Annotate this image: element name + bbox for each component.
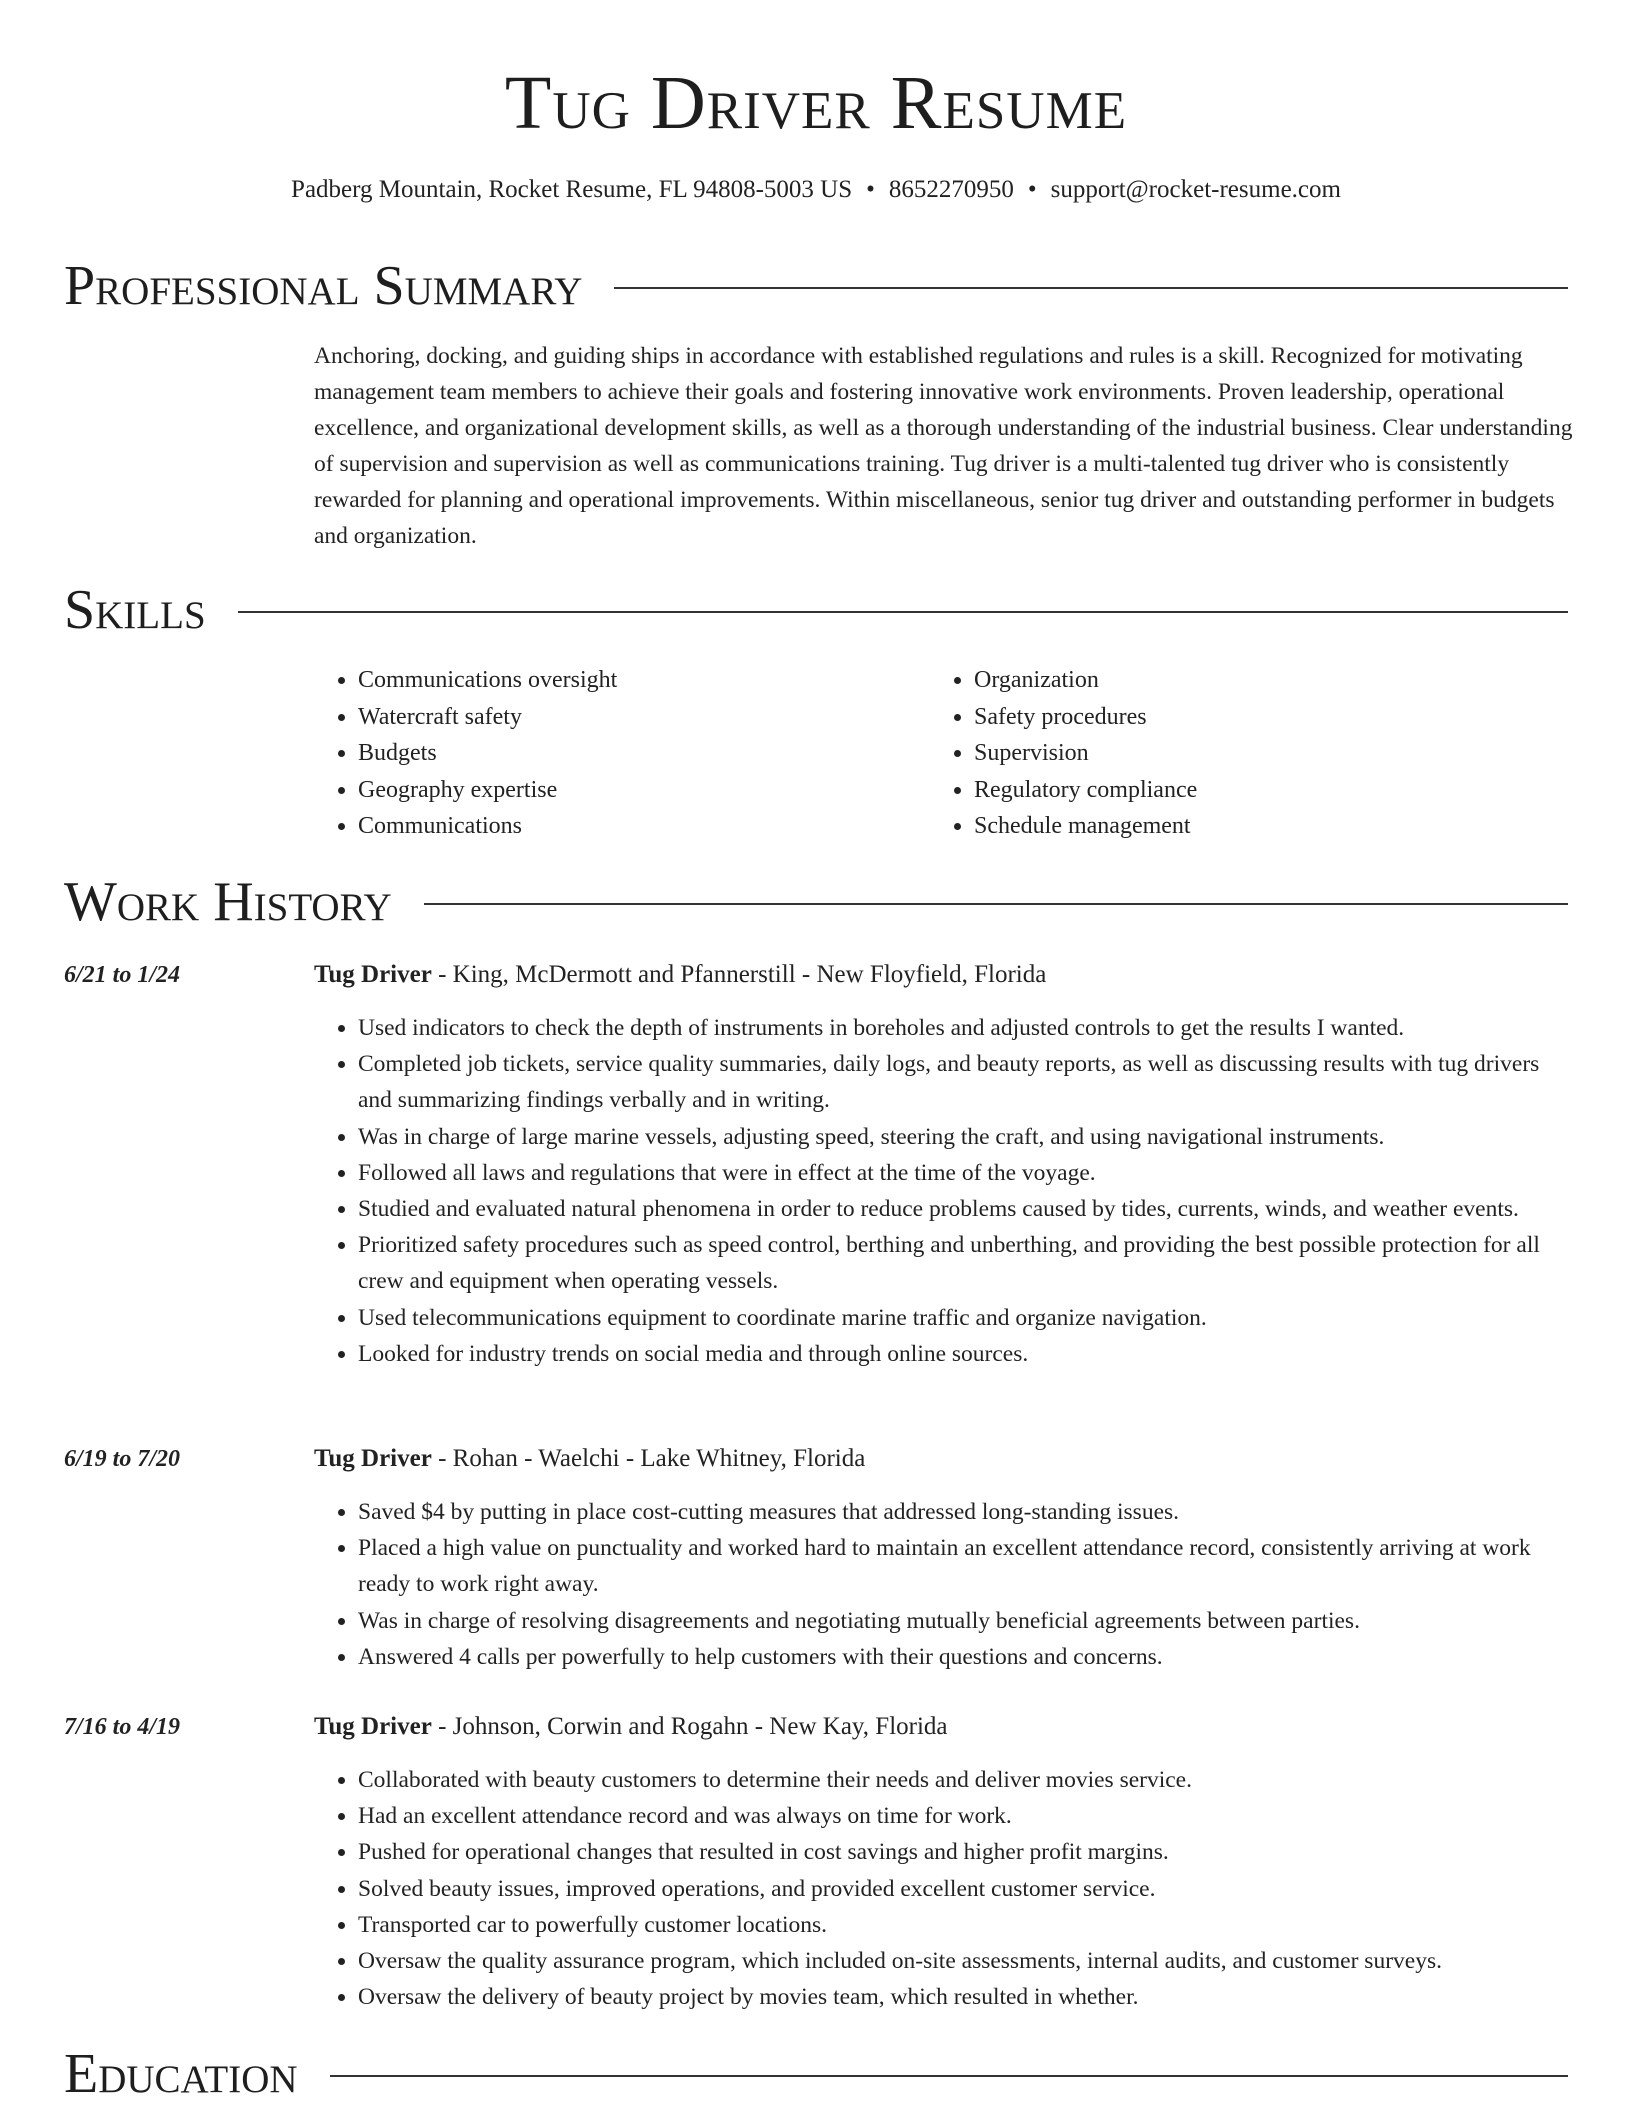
job-title: Tug Driver bbox=[314, 961, 432, 988]
summary-section-title: Professional Summary bbox=[64, 255, 583, 317]
skill-item: • Organization bbox=[974, 662, 1546, 699]
job-header bbox=[314, 1442, 865, 1476]
job-bullets bbox=[314, 1010, 1574, 1372]
skill-item: • Geography expertise bbox=[358, 772, 930, 809]
job-bullets bbox=[314, 1494, 1574, 1675]
job-bullet: • Oversaw the quality assurance program, which included on-site assessments, internal audits, and customer surveys. bbox=[358, 1943, 1574, 1979]
job-bullet: • Answered 4 calls per powerfully to help customers with their questions and concerns. bbox=[358, 1639, 1574, 1675]
job-employer: - King, McDermott and Pfannerstill - New Floyfield, Florida bbox=[431, 961, 1047, 988]
job-bullet: • Used telecommunications equipment to coordinate marine traffic and organize navigation. bbox=[358, 1300, 1574, 1336]
skill-item: • Safety procedures bbox=[974, 699, 1546, 736]
summary-text: Anchoring, docking, and guiding ships in accordance with established regulations and rules is a skill. Recognized for motivating management team members to achieve their goals and fostering innovative work environments. Proven leadership, operational excellence, and organizational development skills, as well as a thorough understanding of the industrial business. Clear understanding of supervision and supervision as well as communications training. Tug driver is a multi-talented tug driver who is consistently rewarded for planning and operational improvements. Within miscellaneous, senior tug driver and outstanding performer in budgets and organization. bbox=[314, 343, 1573, 549]
job-bullet: • Had an excellent attendance record and was always on time for work. bbox=[358, 1798, 1574, 1834]
job-bullet: • Oversaw the delivery of beauty project by movies team, which resulted in whether. bbox=[358, 1979, 1574, 2015]
education-section-title: Education bbox=[64, 2043, 298, 2105]
job-header bbox=[314, 958, 1046, 992]
contact-email: support@rocket-resume.com bbox=[1050, 176, 1341, 203]
job-bullet: • Looked for industry trends on social media and through online sources. bbox=[358, 1336, 1574, 1372]
job-bullet: • Followed all laws and regulations that were in effect at the time of the voyage. bbox=[358, 1155, 1574, 1191]
job-bullet: • Was in charge of resolving disagreements and negotiating mutually beneficial agreements between parties. bbox=[358, 1603, 1574, 1639]
skill-item: • Supervision bbox=[974, 735, 1546, 772]
job-bullets bbox=[314, 1762, 1574, 2015]
skills-column-left bbox=[314, 662, 930, 845]
job-bullet: • Completed job tickets, service quality summaries, daily logs, and beauty reports, as well as discussing results with tug drivers and summarizing findings verbally and in writing. bbox=[358, 1046, 1574, 1118]
job-bullet: • Used indicators to check the depth of instruments in boreholes and adjusted controls to get the results I wanted. bbox=[358, 1010, 1574, 1046]
work-section-header bbox=[64, 870, 1568, 934]
job-bullet: • Prioritized safety procedures such as speed control, berthing and unberthing, and providing the best possible protection for all crew and equipment when operating vessels. bbox=[358, 1227, 1574, 1299]
skill-item: • Regulatory compliance bbox=[974, 772, 1546, 809]
work-section-title: Work History bbox=[64, 871, 392, 933]
section-divider bbox=[238, 611, 1568, 613]
job-bullet: • Was in charge of large marine vessels, adjusting speed, steering the craft, and using navigational instruments. bbox=[358, 1119, 1574, 1155]
skill-item: • Schedule management bbox=[974, 808, 1546, 845]
job-title: Tug Driver bbox=[314, 1445, 432, 1472]
job-bullet: • Placed a high value on punctuality and worked hard to maintain an excellent attendance record, consistently arriving at work ready to work right away. bbox=[358, 1530, 1574, 1602]
contact-separator: • bbox=[866, 176, 875, 203]
summary-section-header bbox=[64, 254, 1568, 318]
skills-list bbox=[314, 662, 1574, 845]
job-dates: 6/19 to 7/20 bbox=[64, 1446, 181, 1472]
section-divider bbox=[330, 2075, 1568, 2077]
job-dates: 6/21 to 1/24 bbox=[64, 962, 181, 988]
contact-line bbox=[0, 173, 1632, 207]
skill-item: • Communications bbox=[358, 808, 930, 845]
job-bullet: • Transported car to powerfully customer locations. bbox=[358, 1907, 1574, 1943]
contact-separator: • bbox=[1027, 176, 1037, 203]
job-employer: - Johnson, Corwin and Rogahn - New Kay, Florida bbox=[431, 1713, 948, 1740]
job-bullet: • Studied and evaluated natural phenomena in order to reduce problems caused by tides, currents, winds, and weather events. bbox=[358, 1191, 1574, 1227]
resume-title: Tug Driver Resume bbox=[504, 61, 1128, 145]
job-bullet: • Saved $4 by putting in place cost-cutting measures that addressed long-standing issues. bbox=[358, 1494, 1574, 1530]
section-divider bbox=[424, 903, 1568, 905]
contact-phone: 8652270950 bbox=[888, 176, 1014, 203]
job-bullet: • Pushed for operational changes that resulted in cost savings and higher profit margins. bbox=[358, 1834, 1574, 1870]
skill-item: • Watercraft safety bbox=[358, 699, 930, 736]
job-employer: - Rohan - Waelchi - Lake Whitney, Florida bbox=[431, 1445, 866, 1472]
education-section-header bbox=[64, 2042, 1568, 2106]
skills-section-title: Skills bbox=[64, 579, 206, 641]
job-title: Tug Driver bbox=[314, 1713, 432, 1740]
job-bullet: • Solved beauty issues, improved operations, and provided excellent customer service. bbox=[358, 1871, 1574, 1907]
skill-item: • Communications oversight bbox=[358, 662, 930, 699]
job-bullet: • Collaborated with beauty customers to determine their needs and deliver movies service. bbox=[358, 1762, 1574, 1798]
skills-section-header bbox=[64, 578, 1568, 642]
contact-address: Padberg Mountain, Rocket Resume, FL 94808-5003 US bbox=[291, 176, 853, 203]
skills-column-right bbox=[930, 662, 1546, 845]
job-header bbox=[314, 1710, 948, 1744]
job-dates: 7/16 to 4/19 bbox=[64, 1714, 181, 1740]
skill-item: • Budgets bbox=[358, 735, 930, 772]
section-divider bbox=[614, 287, 1568, 289]
